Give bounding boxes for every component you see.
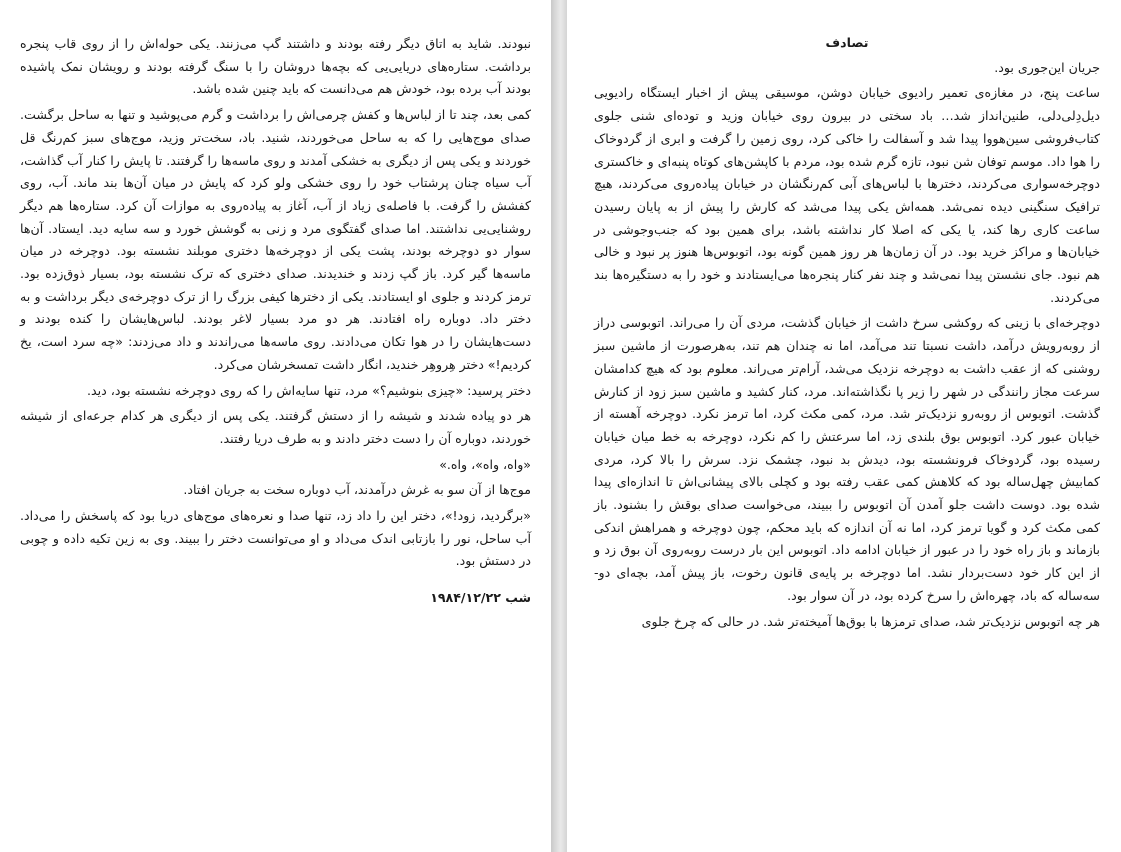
left-page (0, 0, 551, 852)
paragraph: هر چه اتوبوس نزدیک‌تر شد، صدای ترمزها با بوق‌ها آمیخته‌تر شد. در حالی که چرخ جلوی (641, 613, 1100, 629)
paragraph: جریان این‌جوری بود. (994, 59, 1100, 75)
date-signature: شب ۱۹۸۴/۱۲/۲۲ (430, 590, 531, 606)
paragraph: هر دو پیاده شدند و شیشه را از دستش گرفتند. یکی پس از دیگری هر کدام جرعه‌ای از شیشه خوردند، دوباره آن را دست دختر دادند و به طرف دریا رفتند. (20, 408, 531, 446)
paragraph: دختر پرسید: «چیزی بنوشیم؟» مرد، تنها سایه‌اش را که روی دوچرخه نشسته بود، دید. (87, 382, 531, 398)
right-page-text (594, 32, 1100, 636)
left-page-text (20, 33, 531, 613)
paragraph: موج‌ها از آن سو به غرش درآمدند، آب دوباره سخت به جریان افتاد. (183, 482, 531, 498)
book-gutter (551, 0, 567, 852)
paragraph: دوچرخه‌ای با زینی که روکشی سرخ داشت از خیابان گذشت، مردی آن را می‌راند. اتوبوسی دراز از روبه‌رویش درآمد، داشت نسبتا تند می‌آمد، اما نه چندان هم تند، به‌هرصورت از ماشین سبز روشنی که از عقب داشت به دوچرخه نزدیک می‌شد، آرام‌تر می‌راند. معلوم بود که هیچ کدامشان سرعت مجاز رانندگی در شهر را زیر پا نگذاشته‌اند. مرد، کنار کشید و ماشین سبز زود از کنارش گذشت. اتوبوس از روبه‌رو نزدیک‌تر شد. مرد، کمی مکث کرد، اما ترمز نکرد. دوچرخه آهسته از خیابان عبور کرد. اتوبوس بوق بلندی زد، اما سرعتش را کم نکرد، دوچرخه به خط میان خیابان رسیده بود، گردوخاک فرونشسته بود، دیدش بد نبود، چشمک نزد. سرش را بالا کرد، مردی کمابیش چهل‌ساله بود که کلاهش کمی عقب رفته بود و کچلی بالای پیشانی‌اش تا اندازه‌ای پیدا شده بود. دوست داشت جلو آمدن آن اتوبوس را ببیند، می‌خواست صدای بوقش را بشنود. باز کمی مکث کرد و گویا ترمز کرد، اما نه آن اندازه که باید محکم، چون دوچرخه و همراهش اندکی بازماند و باز راه خود را در عبور از خیابان ادامه داد. اتوبوس این بار درست روبه‌روی آن بوق زد و از این کار خود دست‌بردار نشد. اما دوچرخه بر پایه‌ی قانون رخوت، باز پیش آمد، بچه‌ای دو-سه‌ساله که باد، چهره‌اش را سرخ کرده بود، در آن سوار بود. (594, 315, 1100, 603)
story-title: تصادف (825, 35, 869, 50)
paragraph: کمی بعد، چند تا از لباس‌ها و کفش چرمی‌اش را برداشت و گرم می‌پوشید و تنها به ساحل برگشت. صدای موج‌هایی را که به ساحل می‌خوردند، شنید. باد، سخت‌تر وزید، موج‌های سبز کم‌رنگ قل خوردند و یکی پس از دیگری به خشکی آمدند و روی ماسه‌ها را گرفتند. تا پایش را کنار آب گذاشت، آب سیاه چنان پرشتاب خود را روی خشکی ولو کرد که پایش در میان آن‌ها بند ماند. آب، روی کفشش را گرفت. با فاصله‌ی زیاد از آب، آغاز به پیاده‌روی به موازات آن کرد. ستاره‌ها هم دیگر روشنایی‌یی نداشتند. اما صدای گفتگوی مرد و زنی به گوشش خورد و سه سایه دید. ایستاد. آن‌ها سوار دو دوچرخه بودند، پشت یکی از دوچرخه‌ها دختری موبلند نشسته بود. دوچرخه در میان ماسه‌ها گیر کرد. باز گپ زدند و خندیدند. صدای دختری که ترک نشسته بود، بسیار ذوق‌زده بود. ترمز کردند و جلوی او ایستادند. یکی از دخترها کیفی بزرگ را از ترک دوچرخه‌ی دیگر برداشت و به دختر داد. دوباره راه افتادند. هر دو مرد بسیار لاغر بودند. لباس‌هایشان را کنده بودند و دست‌هایشان را در هوا تکان می‌دادند. روی ماسه‌ها می‌راندند و داد می‌زدند: «چه سرد است، یخ کردیم!» دختر هِروهِر خندید، انگار داشت تمسخرشان می‌کرد. (20, 107, 531, 372)
right-page (567, 0, 1121, 852)
paragraph: ساعت پنج، در مغازه‌ی تعمیر رادیوی خیابان دوشن، موسیقی پیش از اخبار ایستگاه رادیویی دیل‌دِلی‌دلی، طنین‌انداز شد… باد سختی در بیرون روی خیابان وزید و توده‌ای شنی جلوی کتاب‌فروشی سین‌هووا پیدا شد و آسفالت را خاکی کرد، روی زمین را گرفت و ابری از گردوخاک را هوا داد. موسم توفان شن نبود، تازه گرم شده بود، مردم با کاپشن‌های کوتاه پنبه‌ای و خاکستری دوچرخه‌سواری می‌کردند، دخترها با لباس‌های آبی کم‌رنگشان در خیابان پیاده‌روی می‌کردند، هیچ ترافیک سنگینی دیده نمی‌شد. همه‌اش یکی پیدا می‌شد که کارش را پیش از به پایان رسیدن ساعت کاری رها کند، یا یکی که اصلا کار نداشته باشد، برای همین بود که جنب‌وجوشی در خیابان‌ها و مراکز خرید بود. در آن زمان‌ها هر روز همین گونه بود، اتوبوس‌ها هنوز پر نبود و خالی هم نبود. جای نشستن پیدا نمی‌شد و چند نفر کنار پنجره‌ها می‌ایستادند و خود را به دستگیره‌ها بند می‌کردند. (594, 85, 1100, 305)
paragraph: «واه، واه»، واه.» (439, 456, 531, 472)
paragraph: نبودند. شاید به اتاق دیگر رفته بودند و داشتند گپ می‌زنند. یکی حوله‌اش را از روی قاب پنجره برداشت. ستاره‌های دریایی‌یی که بچه‌ها دروشان را با سنگ گرفته بودند و رویشان نمک پاشیده بودند آب برده بود، خودش هم می‌دانست که باید چنین شده باشد. (20, 36, 531, 97)
paragraph: «برگردید، زود!»، دختر این را داد زد، تنها صدا و نعره‌های موج‌های دریا بود که پاسخش را می‌داد. آب ساحل، نور را بازتابی اندک می‌داد و او می‌توانست دختر را ببیند. وی به زین تکیه داده و چوبی در دستش بود. (20, 508, 531, 569)
